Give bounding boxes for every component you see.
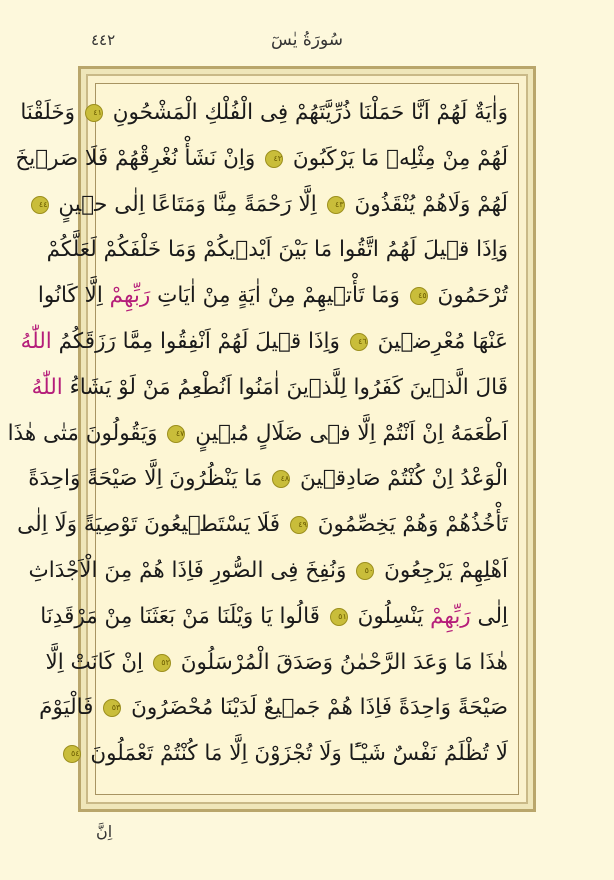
verse-text: اِلَّا رَحْمَةً مِنَّا وَمَتَاعًا اِلٰى حٖينٍ (58, 191, 317, 217)
verse-text: قَالُوا يَا وَيْلَنَا مَنْ بَعَثَنَا مِنْ مَرْقَدِنَا (40, 603, 320, 629)
page-border-frame (7, 66, 536, 812)
text-line (46, 227, 508, 273)
verse-text: صَيْحَةً وَاحِدَةً فَاِذَا هُمْ جَمٖيعٌ لَدَيْنَا مُحْضَرُونَ (131, 695, 508, 721)
page-border-inner (7, 74, 528, 804)
ayah-number-marker: ٤٥ (410, 287, 428, 305)
text-panel (7, 83, 519, 795)
text-line (40, 594, 508, 640)
text-line (31, 365, 508, 411)
ayah-number-marker: ٤٣ (327, 196, 345, 214)
text-line (38, 182, 508, 228)
verse-text: لَهُمْ مِنْ مِثْلِهٖ مَا يَرْكَبُونَ (292, 145, 508, 171)
verse-text: لَا تُظْلَمُ نَفْسٌ شَيْـًٔا وَلَا تُجْزَوْنَ اِلَّا مَا كُنْتُمْ تَعْمَلُونَ (90, 741, 508, 767)
text-line (28, 548, 508, 594)
ayah-number-marker: ٤٩ (290, 516, 308, 534)
verse-text: اِنْ كَانَتْ اِلَّا (45, 649, 144, 675)
verse-text: مَا يَنْظُرُونَ اِلَّا صَيْحَةً وَاحِدَةً (28, 466, 263, 492)
verse-text: وَاٰيَةٌ لَهُمْ اَنَّا حَمَلْنَا ذُرِّيَّتَهُمْ فِى الْفُلْكِ الْمَشْحُونِ (112, 100, 508, 125)
divine-name-highlight: اللّٰهُ (31, 374, 63, 400)
verse-text: هٰذَا مَا وَعَدَ الرَّحْمٰنُ وَصَدَقَ الْمُرْسَلُونَ (180, 649, 508, 675)
verse-text: فَالْيَوْمَ (39, 695, 94, 721)
ayah-number-marker: ٥٤ (63, 745, 81, 763)
catchword: اِنَّ (96, 822, 113, 841)
verse-text: وَاِذَا قٖيلَ لَهُمُ اتَّقُوا مَا بَيْنَ اَيْدٖيكُمْ وَمَا خَلْفَكُمْ لَعَلَّكُمْ (46, 237, 508, 263)
surah-title: سُورَةُ يٰسٓ (271, 30, 343, 50)
verse-text: تَأْخُذُهُمْ وَهُمْ يَخِصِّمُونَ (317, 512, 508, 538)
text-line (28, 456, 508, 502)
verse-text: عَنْهَا مُعْرِضٖينَ (377, 328, 508, 354)
verse-text: الْوَعْدُ اِنْ كُنْتُمْ صَادِقٖينَ (300, 466, 508, 492)
verse-text: فَلَا يَسْتَطٖيعُونَ تَوْصِيَةً وَلَا اِلٰى (17, 512, 281, 538)
verse-text: تُرْحَمُونَ (437, 283, 508, 309)
verse-text: يَنْسِلُونَ (357, 603, 424, 629)
verse-text: اِلٰى (477, 603, 508, 629)
verse-text: اَهْلِهِمْ يَرْجِعُونَ (384, 557, 508, 583)
verse-text: قَالَ الَّذٖينَ كَفَرُوا لِلَّذٖينَ اٰمَنُوا اَنُطْعِمُ مَنْ لَوْ يَشَاءُ (69, 374, 508, 400)
ayah-number-marker: ٥١ (330, 608, 348, 626)
quran-text-block (7, 90, 508, 788)
verse-text: وَمَا تَأْتٖيهِمْ مِنْ اٰيَةٍ مِنْ اٰيَاتِ (157, 283, 400, 309)
divine-name-highlight: رَبِّهِمْ (109, 283, 151, 309)
verse-text: وَاِذَا قٖيلَ لَهُمْ اَنْفِقُوا مِمَّا رَزَقَكُمُ (58, 328, 340, 354)
verse-text: اَطْعَمَهُ اِنْ اَنْتُمْ اِلَّا فٖى ضَلَالٍ مُبٖينٍ (195, 420, 508, 446)
text-line (37, 273, 508, 319)
text-line (7, 411, 508, 457)
text-line (39, 685, 508, 731)
text-line (15, 136, 508, 182)
ayah-number-marker: ٥٠ (356, 562, 374, 580)
ayah-number-marker: ٥٢ (153, 654, 171, 672)
verse-text: وَخَلَقْنَا (20, 100, 76, 125)
text-line (45, 640, 508, 686)
ayah-number-marker: ٥٣ (103, 699, 121, 717)
verse-text: وَاِنْ نَشَأْ نُغْرِقْهُمْ فَلَا صَرٖيخَ (15, 145, 256, 171)
text-line (20, 319, 508, 365)
ayah-number-marker: ٤٨ (272, 470, 290, 488)
divine-name-highlight: رَبِّهِمْ (430, 603, 471, 629)
ayah-number-marker: ٤١ (85, 104, 103, 122)
verse-text: اِلَّا كَانُوا (37, 283, 103, 309)
text-line (17, 502, 508, 548)
page-number: ٤٤٢ (91, 31, 116, 49)
ayah-number-marker: ٤٢ (265, 150, 283, 168)
divine-name-highlight: اللّٰهُ (20, 328, 52, 354)
verse-text: وَيَقُولُونَ مَتٰى هٰذَا (7, 420, 158, 446)
text-line (20, 90, 508, 136)
text-line (70, 731, 508, 777)
ayah-number-marker: ٤٧ (167, 425, 185, 443)
verse-text: وَنُفِخَ فِى الصُّورِ فَاِذَا هُمْ مِنَ الْاَجْدَاثِ (28, 557, 347, 583)
verse-text: لَهُمْ وَلَاهُمْ يُنْقَذُونَ (354, 191, 508, 217)
page-header (0, 30, 614, 60)
ayah-number-marker: ٤٤ (31, 196, 49, 214)
ayah-number-marker: ٤٦ (350, 333, 368, 351)
